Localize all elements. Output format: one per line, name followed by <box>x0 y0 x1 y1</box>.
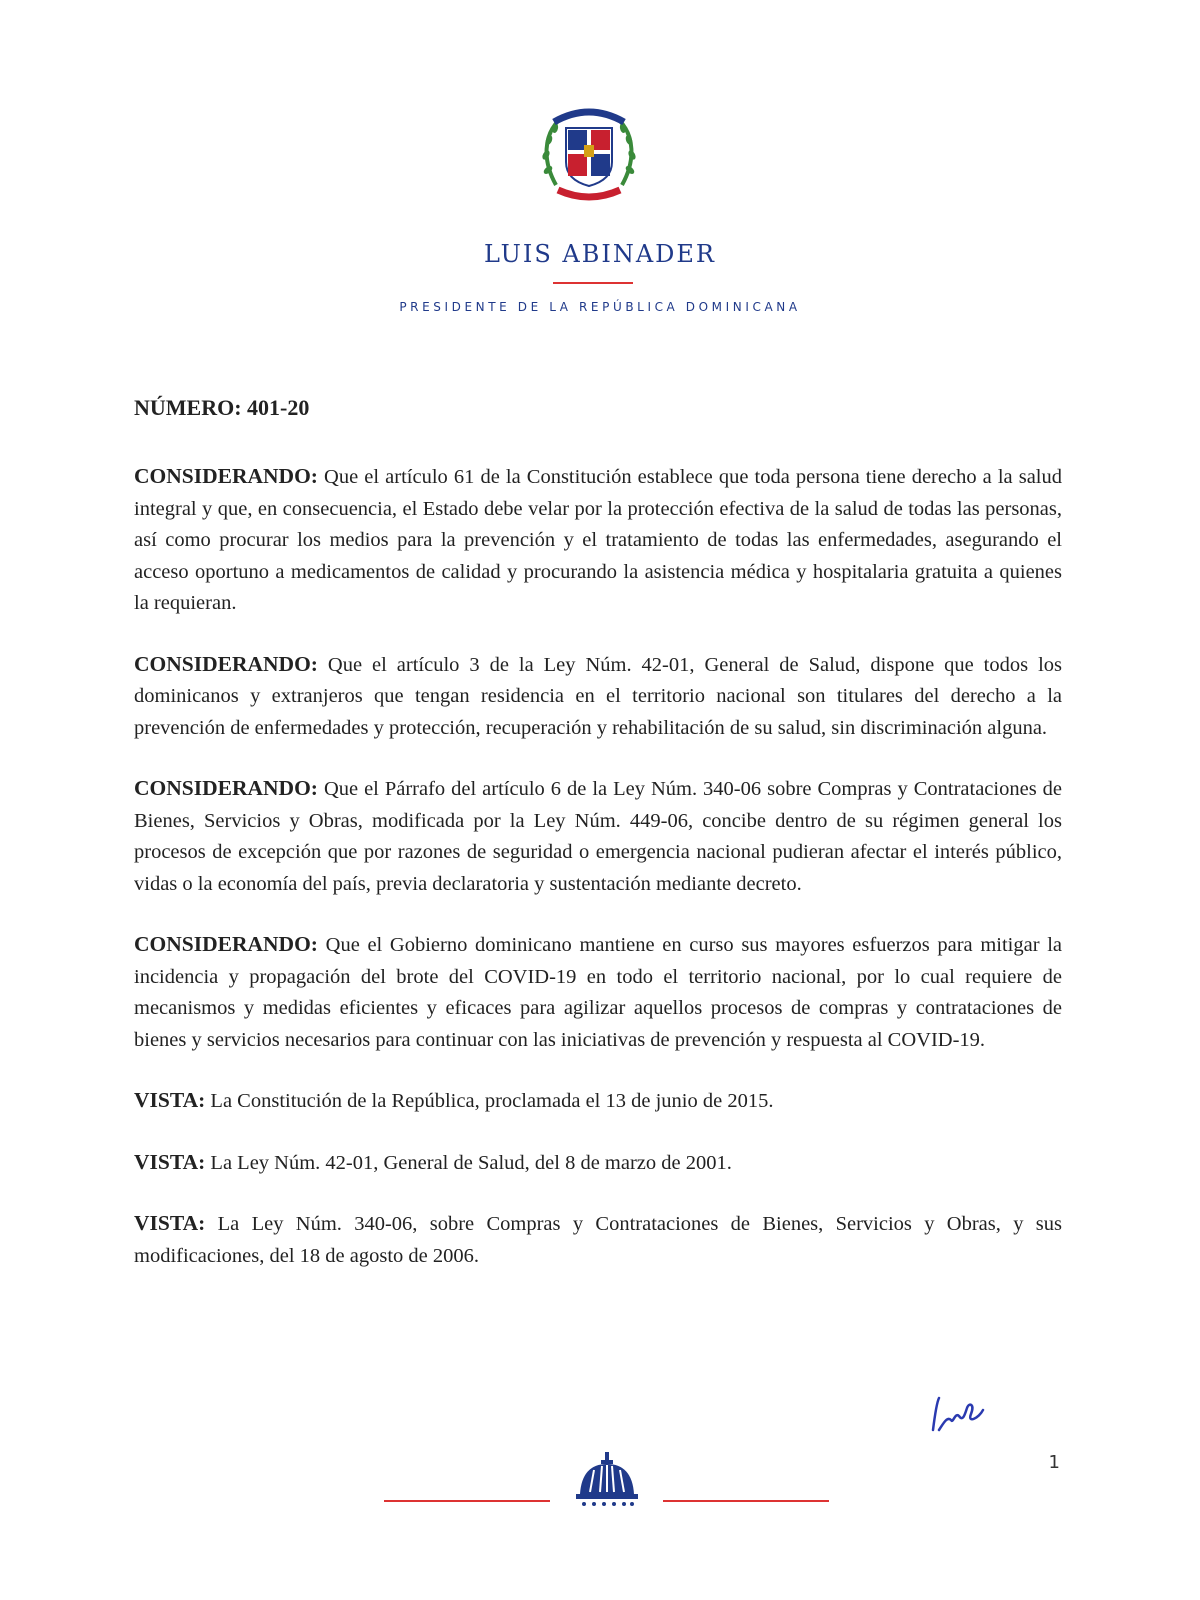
document-body <box>134 395 1062 1301</box>
paragraph-text: Que el Párrafo del artículo 6 de la Ley Núm. 340-06 sobre Compras y Contrataciones de Bienes, Servicios y Obras, modificada por la Ley Núm. 449-06, concibe dentro de su régimen general los procesos de excepción que por razones de seguridad o emergencia nacional pudieran afectar el interés público, vidas o la economía del país, previa declaratoria y sustentación mediante decreto. <box>134 778 1062 895</box>
considerando-paragraph <box>134 929 1062 1056</box>
considerando-paragraph <box>134 773 1062 900</box>
header-subtitle: PRESIDENTE DE LA REPÚBLICA DOMINICANA <box>399 300 801 314</box>
paragraph-text: La Constitución de la República, proclamada el 13 de junio de 2015. <box>205 1090 774 1112</box>
page-number: 1 <box>1048 1452 1060 1473</box>
considerando-paragraph <box>134 461 1062 620</box>
header-divider <box>553 282 633 284</box>
coat-of-arms-icon <box>534 100 644 210</box>
paragraph-label: CONSIDERANDO: <box>134 776 318 800</box>
paragraph-label: CONSIDERANDO: <box>134 651 318 676</box>
footer-divider-right <box>663 1500 829 1502</box>
paragraph-text: La Ley Núm. 42-01, General de Salud, del 8 de marzo de 2001. <box>205 1151 732 1174</box>
paragraph-label: VISTA: <box>134 1211 206 1235</box>
paragraph-text: Que el artículo 3 de la Ley Núm. 42-01, General de Salud, dispone que todos los dominicanos y extranjeros que tengan residencia en el territorio nacional son titulares del derecho a la prevención de enfermedades y protección, recuperación y rehabilitación de su salud, sin discriminación alguna. <box>134 653 1062 739</box>
signature-mark <box>927 1394 987 1434</box>
paragraph-label: VISTA: <box>134 1088 206 1112</box>
paragraph-label: VISTA: <box>134 1149 206 1174</box>
decree-number: NÚMERO: 401-20 <box>134 395 310 420</box>
paragraph-label: CONSIDERANDO: <box>134 932 318 956</box>
footer-divider-left <box>384 1500 550 1502</box>
vista-paragraph <box>134 1085 1062 1118</box>
header-name: LUIS ABINADER <box>483 240 716 268</box>
paragraph-text: Que el artículo 61 de la Constitución establece que toda persona tiene derecho a la salud integral y que, en consecuencia, el Estado debe velar por la protección efectiva de la salud de todas las personas, así como procurar los medios para la prevención y el tratamiento de todas las enfermedades, asegurando el acceso oportuno a medicamentos de calidad y procurando la asistencia médica y hospitalaria gratuita a quienes la requieran. <box>134 466 1062 614</box>
vista-paragraph <box>134 1208 1062 1272</box>
considerando-paragraph <box>134 649 1062 745</box>
palace-dome-icon <box>574 1452 640 1508</box>
paragraph-text: Que el Gobierno dominicano mantiene en curso sus mayores esfuerzos para mitigar la incidencia y propagación del brote del COVID-19 en todo el territorio nacional, por lo cual requiere de mecanismos y medidas eficientes y eficaces para agilizar aquellos procesos de compras y contrataciones de bienes y servicios necesarios para continuar con las iniciativas de prevención y respuesta al COVID-19. <box>134 934 1062 1051</box>
vista-paragraph <box>134 1147 1062 1180</box>
paragraph-label: CONSIDERANDO: <box>134 464 318 488</box>
paragraph-text: La Ley Núm. 340-06, sobre Compras y Contrataciones de Bienes, Servicios y Obras, y sus modificaciones, del 18 de agosto de 2006. <box>134 1213 1062 1267</box>
